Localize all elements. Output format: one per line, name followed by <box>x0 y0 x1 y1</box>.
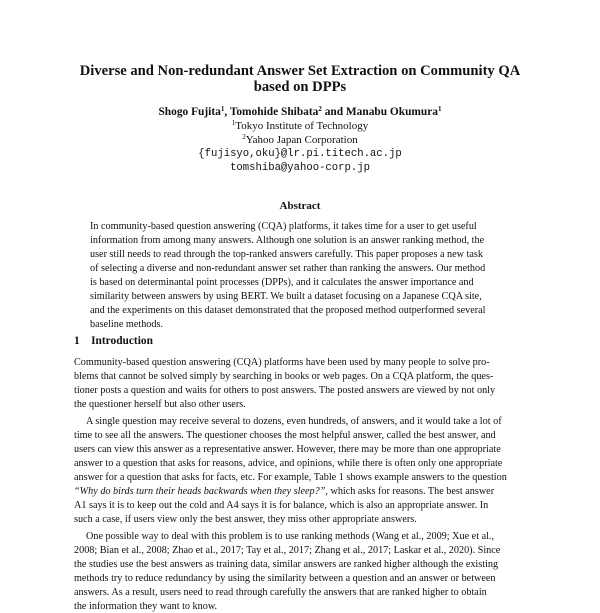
author-name: Tomohide Shibata <box>229 106 319 118</box>
body-line: the questioner herself but also other users. <box>74 399 246 410</box>
example-question: “Why do birds turn their heads backwards when they sleep?” <box>74 486 326 497</box>
body-line: the information they want to know. <box>74 601 218 612</box>
body-line: answer to a question that asks for reasons, advice, and opinions, while there is often only one appropriate <box>74 458 503 469</box>
body-line: answer for a question that asks for facts, etc. For example, Table 1 shows example answers to the question <box>74 472 507 483</box>
body-line: users can view this answer as a representative answer. However, there may be more than one appropriate <box>74 444 501 455</box>
body-line: One possible way to deal with this problem is to use ranking methods (Wang et al., 2009; Xue et al., <box>86 531 495 542</box>
affiliation-marker: 1 <box>220 105 225 113</box>
affiliation-marker: 2 <box>242 133 246 141</box>
section-number: 1 <box>74 335 80 347</box>
author-list <box>60 106 540 119</box>
body-text: , which asks for reasons. The best answer <box>325 486 495 497</box>
body-line: answers. As a result, users need to read through carefully the answers that are ranked higher to obtain <box>74 587 487 598</box>
affiliation-marker: 1 <box>231 119 236 127</box>
affiliation-name: Tokyo Institute of Technology <box>235 120 369 132</box>
affiliation-line <box>60 120 540 133</box>
body-line: A single question may receive several to dozens, even hundreds, of answers, and it would take a lot of <box>86 416 502 427</box>
body-line: methods try to reduce redundancy by using the similarity between a question and an answer or between <box>74 573 496 584</box>
body-line: blems that cannot be solved simply by searching in books or web pages. On a CQA platform, the ques- <box>74 371 494 382</box>
abstract-line: In community-based question answering (CQA) platforms, it takes time for a user to get useful <box>90 221 477 232</box>
section-title: Introduction <box>91 335 153 347</box>
abstract-line: baseline methods. <box>90 319 163 330</box>
section-heading <box>74 335 153 347</box>
abstract-line: and the experiments on this dataset demonstrated that the proposed method outperformed several <box>90 305 486 316</box>
abstract-heading: Abstract <box>279 200 321 212</box>
body-line: 2008; Bian et al., 2008; Zhao et al., 2017; Tay et al., 2017; Zhang et al., 2017; Laskar et al., 2020). Since <box>74 545 501 556</box>
body-line: Community-based question answering (CQA) platforms have been used by many people to solve pro- <box>74 357 490 368</box>
email-line: tomshiba@yahoo-corp.jp <box>230 162 370 174</box>
body-line: A1 says it is to keep out the cold and A4 says it is for balance, which is also an appropriate answer. In <box>74 500 489 511</box>
affiliation-marker: 1 <box>438 105 442 113</box>
body-line: time to see all the answers. The questioner chooses the most helpful answer, called the best answer, and <box>74 430 496 441</box>
affiliation-marker: 2 <box>318 105 322 113</box>
affiliation-name: Yahoo Japan Corporation <box>245 134 358 146</box>
author-separator: , <box>224 106 230 118</box>
body-line <box>74 485 494 498</box>
abstract-line: is based on determinantal point processes (DPPs), and it calculates the answer importance and <box>90 277 474 288</box>
abstract-line: of selecting a diverse and non-redundant answer set rather than ranking the answers. Our method <box>90 263 486 274</box>
title-line-2: based on DPPs <box>253 79 347 95</box>
paper-title <box>60 63 540 95</box>
affiliation-line <box>60 134 540 147</box>
abstract-line: similarity between answers by using BERT. We built a dataset focusing on a Japanese CQA site, <box>90 291 482 302</box>
author-name: Manabu Okumura <box>345 106 439 118</box>
body-line: such a case, if users view only the best answer, they miss other appropriate answers. <box>74 514 417 525</box>
author-name: Shogo Fujita <box>158 106 221 118</box>
email-line: {fujisyo,oku}@lr.pi.titech.ac.jp <box>198 148 402 160</box>
title-line-1: Diverse and Non-redundant Answer Set Extraction on Community QA <box>79 63 521 79</box>
body-line: the studies use the best answers as training data, similar answers are ranked higher although the existing <box>74 559 499 570</box>
body-line: tioner posts a question and waits for others to post answers. The posted answers are viewed by not only <box>74 385 496 396</box>
abstract-line: information from among many answers. Although one solution is an answer ranking method, the <box>90 235 485 246</box>
author-separator: and <box>321 106 346 118</box>
abstract-line: user still needs to read through the top-ranked answers carefully. This paper proposes a new task <box>90 249 483 260</box>
